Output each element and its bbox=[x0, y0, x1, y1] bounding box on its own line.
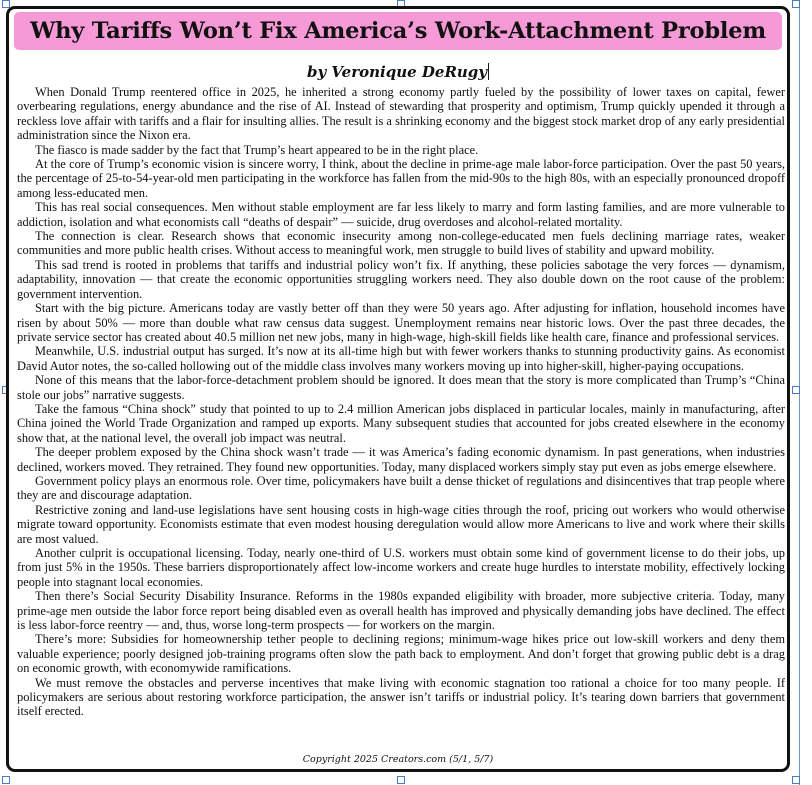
article-body[interactable] bbox=[17, 85, 785, 719]
paragraph: Meanwhile, U.S. industrial output has surged. It’s now at its all-time high but with fewer workers thanks to stunning productivity gains. As economist David Autor notes, the so-called hollowing out of the middle class involves many workers moving up into higher-skill, higher-paying occupations. bbox=[17, 344, 785, 373]
resize-handle-middle-right[interactable] bbox=[792, 386, 800, 394]
paragraph: There’s more: Subsidies for homeownership tether people to declining regions; minimum-wage hikes price out low-skill workers and deny them valuable experience; poorly designed job-training programs often slow the path back to employment. And don’t forget that growing public debt is a drag on economic growth, with economywide ramifications. bbox=[17, 632, 785, 676]
paragraph: This sad trend is rooted in problems that tariffs and industrial policy won’t fix. If anything, these policies sabotage the very forces — dynamism, adaptability, innovation — that create the economic opportunities struggling workers need. They also double down on the root cause of the problem: government intervention. bbox=[17, 257, 785, 301]
paragraph: We must remove the obstacles and perverse incentives that make living with economic stagnation too rational a choice for too many people. If policymakers are serious about restoring workforce participation, the answer isn’t tariffs or industrial policy. It’s tearing down barriers that government itself erected. bbox=[17, 675, 785, 719]
paragraph: This has real social consequences. Men without stable employment are far less likely to marry and form lasting families, and are more vulnerable to addiction, isolation and what economists call “deaths of despair” — suicide, drug overdoses and alcohol-related mortality. bbox=[17, 200, 785, 229]
paragraph: The fiasco is made sadder by the fact that Trump’s heart appeared to be in the right place. bbox=[35, 142, 479, 157]
copyright-notice: Copyright 2025 Creators.com (5/1, 5/7) bbox=[302, 754, 494, 765]
paragraph: When Donald Trump reentered office in 2025, he inherited a strong economy partly fueled by the possibility of lower taxes on capital, fewer overbearing regulations, energy abundance and the rise of AI. Instead of stewarding that prosperity and optimism, Trump quickly upended it through a reckless love affair with tariffs and a flair for insulting allies. The result is a shrinking economy and the biggest stock market drop of any early presidential administration since the Nixon era. bbox=[17, 85, 785, 143]
article-headline: Why Tariffs Won’t Fix America’s Work-Attachment Problem bbox=[30, 18, 766, 44]
paragraph: Another culprit is occupational licensing. Today, nearly one-third of U.S. workers must obtain some kind of government license to do their jobs, up from just 5% in the 1950s. These barriers disproportionately affect low-income workers and create huge hurdles to interstate mobility, effectively locking people into stagnant local economies. bbox=[17, 546, 785, 589]
paragraph: Then there’s Social Security Disability Insurance. Reforms in the 1980s expanded eligibility with broader, more subjective criteria. Today, many prime-age men outside the labor force report being disabled even as overall health has improved and physically demanding jobs have declined. The effect is less labor-force reentry — and, thus, worse long-term prospects — for workers on the margin. bbox=[17, 589, 785, 633]
resize-handle-top-right[interactable] bbox=[792, 0, 800, 8]
paragraph: Take the famous “China shock” study that pointed to up to 2.4 million American jobs displaced in particular locales, mainly in manufacturing, after China joined the World Trade Organization and ramped up exports. Many subsequent studies that accounted for jobs created elsewhere in the economy show that, at the national level, the overall job impact was neutral. bbox=[17, 401, 785, 445]
text-cursor bbox=[488, 63, 489, 80]
paragraph: Restrictive zoning and land-use legislations have sent housing costs in high-wage cities through the roof, pricing out workers who would otherwise migrate toward opportunity. Economists estimate that even modest housing deregulation would allow more Americans to live and work where their skills are most valued. bbox=[17, 502, 785, 546]
paragraph: Government policy plays an enormous role. Over time, policymakers have built a dense thicket of regulations and disincentives that trap people where they are and discourage adaptation. bbox=[17, 473, 785, 503]
paragraph: None of this means that the labor-force-detachment problem should be ignored. It does mean that the story is more complicated than Trump’s “China stole our jobs” narrative suggests. bbox=[17, 373, 785, 402]
paragraph: The connection is clear. Research shows that economic insecurity among non-college-educated men fuels declining marriage rates, weaker communities and more public health crises. Without access to meaningful work, men struggle to build lives of stability and upward mobility. bbox=[17, 229, 785, 258]
resize-handle-bottom-left[interactable] bbox=[2, 776, 10, 784]
headline-banner bbox=[14, 12, 782, 50]
article-byline-line[interactable] bbox=[9, 63, 787, 81]
article-frame[interactable] bbox=[6, 6, 790, 772]
article-byline: by Veronique DeRugy bbox=[306, 63, 488, 81]
paragraph: Start with the big picture. Americans today are vastly better off than they were 50 years ago. After adjusting for inflation, household incomes have risen by about 50% — more than double what raw census data suggest. Unemployment remains near historic lows. Over the past three decades, the private service sector has created about 40.5 million net new jobs, many in high-wage, high-skill fields like health care, finance and professional services. bbox=[17, 301, 785, 344]
resize-handle-bottom-center[interactable] bbox=[397, 776, 405, 784]
paragraph: The deeper problem exposed by the China shock wasn’t trade — it was America’s fading economic dynamism. In past generations, when industries declined, workers moved. They retrained. They found new opportunities. Today, many displaced workers simply stay put even as jobs emerge elsewhere. bbox=[17, 445, 785, 474]
resize-handle-bottom-right[interactable] bbox=[792, 776, 800, 784]
paragraph: At the core of Trump’s economic vision is sincere worry, I think, about the decline in prime-age male labor-force participation. Over the past 50 years, the percentage of 25-to-54-year-old men participating in the workforce has fallen from the mid-90s to the high 80s, with an especially pronounced dropoff among less-educated men. bbox=[17, 157, 785, 200]
